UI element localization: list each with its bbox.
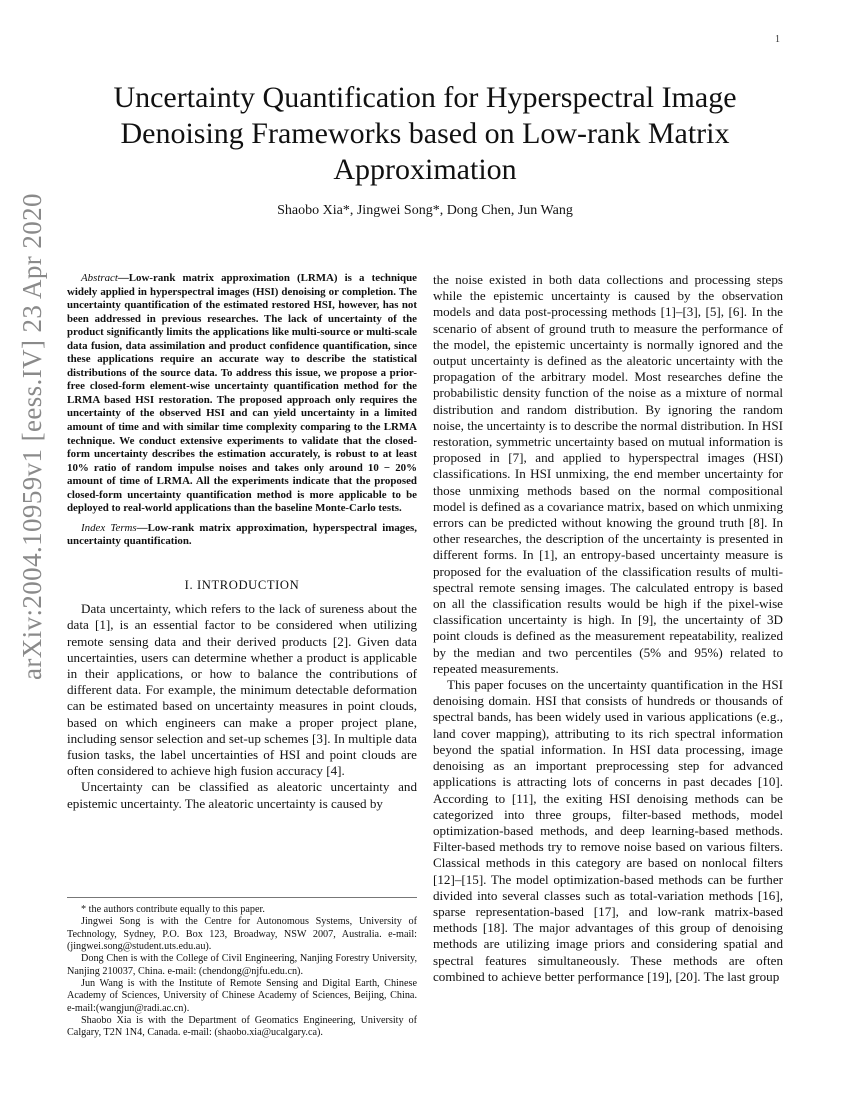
footnotes xyxy=(67,897,417,1040)
index-terms-text: —Low-rank matrix approximation, hyperspectral images, uncertainty quantification. xyxy=(67,521,418,548)
left-column xyxy=(67,272,417,812)
paper-title: Uncertainty Quantification for Hyperspectral Image Denoising Frameworks based on Low-rank Matrix Approximation xyxy=(113,81,737,186)
abstract xyxy=(67,272,417,516)
right-paragraph-1: the noise existed in both data collections and processing steps while the epistemic uncertainty is caused by the observation models and data post-processing methods [1]–[3], [5], [6]. In the scenario of absent of ground truth to measure the performance of the model, the epistemic uncertainty is normally ignored and the output uncertainty is defined as the aleatoric uncertainty with the propagation of the arbitrary model. Most researches define the probabilistic density function of the noise as a mixture of normal distribution and random distribution. By ignoring the random noise, the uncertainty is to describe the normal distribution. In HSI restoration, symmetric uncertainty based on mutual information is proposed in [7], and applied to hyperspectral images (HSI) classifications. In HSI unmixing, the end member uncertainty for those unmixing methods based on the normal compositional model is defined as a covariance matrix, based on which unmixing errors can be predicted without knowing the ground truth [8]. In other researches, the description of the uncertainty is presented in different forms. In [1], an entropy-based uncertainty measure is proposed for the evaluation of the classification results of multi-spectral remote sensing images. The calculated entropy is based on all the classification results would be high if the pixel-wise classification uncertainty is high. In [9], the uncertainty of 3D point clouds is defined as the measurement repeatability, realized by the median and two percentiles (5% and 95%) related to repeated measurements. xyxy=(433,272,783,676)
intro-paragraph-1: Data uncertainty, which refers to the lack of sureness about the data [1], is an essential factor to be considered when utilizing remote sensing data and their derived products [2]. Given data uncertainties, users can determine whether a product is applicable in their applications, or how to balance the contributions of different data. For example, the minimum detectable deformation can be estimated based on uncertainty measures in point clouds, based on which engineers can make a proper project plane, including sensor selection and set-up schemes [3]. In multiple data fusion tasks, the label uncertainties of HSI and point clouds are often considered to achieve high fusion accuracy [4]. xyxy=(67,601,417,779)
section-heading-introduction: I. INTRODUCTION xyxy=(184,577,300,592)
footnote-author-chen: Dong Chen is with the College of Civil Engineering, Nanjing Forestry University, Nanjing 210037, China. e-mail: (chendong@njfu.edu.cn). xyxy=(67,953,417,977)
intro-paragraph-2: Uncertainty can be classified as aleatoric uncertainty and epistemic uncertainty. The aleatoric uncertainty is caused by xyxy=(67,779,417,811)
footnote-author-song: Jingwei Song is with the Centre for Autonomous Systems, University of Technology, Sydney, P.O. Box 123, Broadway, NSW 2007, Australia. e-mail:(jingwei.song@student.uts.edu.au). xyxy=(67,916,417,953)
footnote-equal-contribution: * the authors contribute equally to this paper. xyxy=(81,904,265,915)
page-number: 1 xyxy=(775,34,780,45)
footnote-author-xia: Shaobo Xia is with the Department of Geomatics Engineering, University of Calgary, T2N 1N4, Canada. e-mail: (shaobo.xia@ucalgary.ca). xyxy=(67,1015,417,1039)
author-list: Shaobo Xia*, Jingwei Song*, Dong Chen, Jun Wang xyxy=(277,203,573,218)
index-terms xyxy=(67,522,417,549)
arxiv-identifier-stamp: arXiv:2004.10959v1 [eess.IV] 23 Apr 2020 xyxy=(17,193,47,680)
footnote-author-wang: Jun Wang is with the Institute of Remote Sensing and Digital Earth, Chinese Academy of Sciences, University of Chinese Academy of Sciences, Beijing, China. e-mail:(wangjun@radi.ac.cn). xyxy=(67,978,417,1014)
abstract-label: Abstract xyxy=(81,272,118,284)
index-terms-label: Index Terms xyxy=(81,521,137,534)
right-column xyxy=(433,272,783,985)
abstract-text: —Low-rank matrix approximation (LRMA) is a technique widely applied in hyperspectral images (HSI) denoising or completion. The uncertainty quantification of the estimated restored HSI, however, has not been addressed in previous researches. The lack of uncertainty of the product significantly limits the applications like multi-source or multi-scale data fusion, data assimilation and product confidence quantification, since these applications require an accurate way to describe the statistical distributions of the source data. To address this issue, we propose a prior-free closed-form element-wise uncertainty quantification method for the LRMA based HSI restoration. The proposed approach only requires the uncertainty of the observed HSI and can yield uncertainty in a limited amount of time and with similar time complexity comparing to the LRMA technique. We conduct extensive experiments to validate that the closed-form uncertainty describes the estimation accurately, is robust to at least 10% ratio of random impulse noises and takes only around 10 − 20% amount of time of LRMA. All the experiments indicate that the proposed closed-form uncertainty quantification method is more applicable to be deployed to real-world applications than the baseline Monte-Carlo tests. xyxy=(67,272,417,515)
right-paragraph-2: This paper focuses on the uncertainty quantification in the HSI denoising domain. HSI that consists of hundreds or thousands of spectral bands, has been widely used in various applications (e.g., land cover mapping), attributing to its rich spectral information beyond the spatial information. In HSI data processing, image denoising as an important preprocessing step for advanced applications is attracting lots of concerns in past decades [10]. According to [11], the exiting HSI denoising methods can be categorized into three groups, filter-based methods, model optimization-based methods, and deep learning-based methods. Filter-based methods try to remove noise based on various filters. Classical methods in this category are based on nonlocal filters [12]–[15]. The model optimization-based methods can be further divided into several classes such as total-variation methods [16], sparse representation-based [17], and low-rank matrix-based methods [18]. The major advantages of this group of denoising methods are utilizing image priors and considering spatial and spectral features simultaneously. These methods are often combined to achieve better performance [19], [20]. The last group xyxy=(433,677,783,984)
